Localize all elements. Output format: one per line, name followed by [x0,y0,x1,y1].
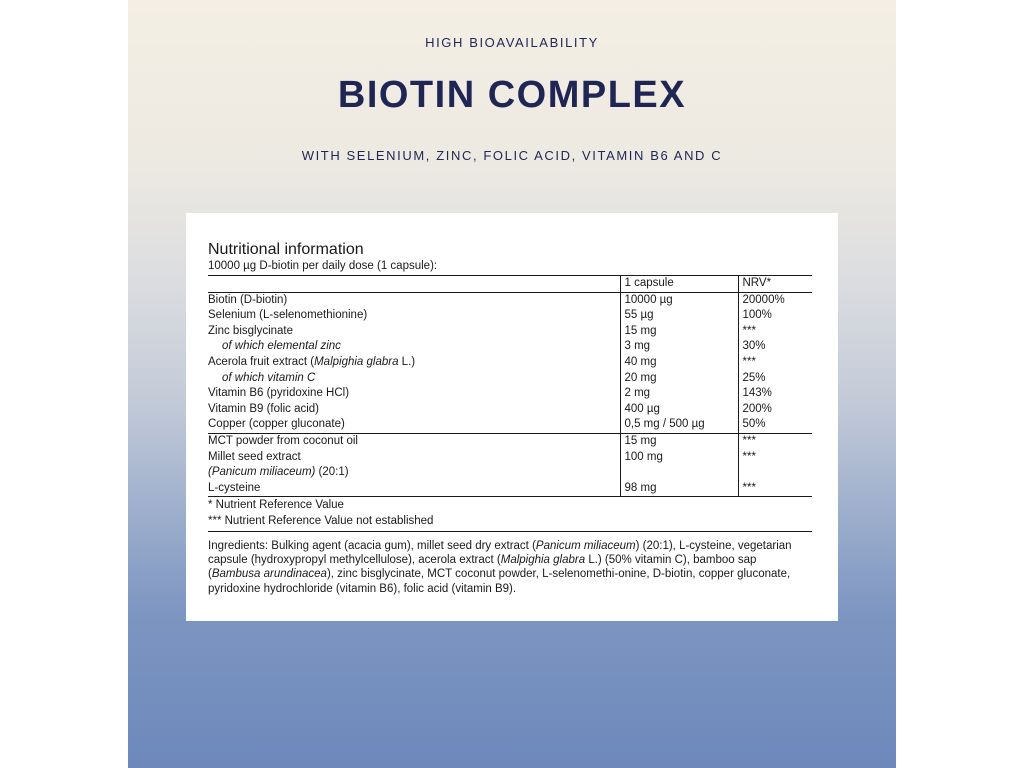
header-capsule: 1 capsule [620,276,738,293]
row-nrv: 30% [738,339,812,355]
ingredients-part: L.) (50% vitamin C), bamboo sap ( [208,553,757,581]
ingredients-part: Ingredients: Bulking agent (acacia gum), millet seed dry extract ( [208,539,536,552]
ingredients-text [208,531,812,597]
footnote-nrv-not-established: *** Nutrient Reference Value not established [208,514,434,527]
row-name: Vitamin B6 (pyridoxine HCl) [208,387,350,400]
row-nrv: *** [738,450,812,466]
table-row [208,402,812,418]
row-name-part: (20:1) [315,466,349,479]
row-amount: 400 µg [620,402,738,418]
row-nrv: 100% [738,308,812,324]
ingredients-latin: Malpighia glabra [500,553,586,566]
row-amount: 20 mg [620,371,738,387]
row-name: Selenium (L-selenomethionine) [208,309,368,322]
row-name: L-cysteine [208,481,261,494]
dose-note: 10000 µg D-biotin per daily dose (1 capsule): [208,260,438,272]
nutrition-table [208,275,812,496]
table-row [208,308,812,324]
row-amount: 2 mg [620,386,738,402]
row-amount: 3 mg [620,339,738,355]
row-nrv: 50% [738,417,812,433]
row-name: of which elemental zinc [222,340,341,353]
table-row [208,481,812,497]
row-nrv: *** [738,433,812,449]
row-name: of which vitamin C [222,371,316,384]
row-nrv: *** [738,324,812,340]
table-row [208,433,812,449]
row-name-part: Acerola fruit extract ( [208,355,315,368]
table-row [208,355,812,371]
row-nrv: 200% [738,402,812,418]
ingredients-latin: Panicum miliaceum [535,539,636,552]
header-nrv: NRV* [738,276,812,293]
footnotes [208,496,812,529]
row-amount [620,465,738,481]
table-row [208,386,812,402]
row-name: Copper (copper gluconate) [208,418,345,431]
table-row [208,465,812,481]
table-row [208,339,812,355]
footnote-nrv: * Nutrient Reference Value [208,499,344,512]
row-amount: 15 mg [620,324,738,340]
row-name [208,355,620,371]
nutrition-heading: Nutritional information [208,241,364,258]
row-amount: 10000 µg [620,292,738,308]
row-nrv: 25% [738,371,812,387]
nutrition-card-content [208,240,812,596]
row-amount: 98 mg [620,481,738,497]
row-nrv [738,465,812,481]
row-nrv: *** [738,355,812,371]
row-name: Millet seed extract [208,450,301,463]
row-name-latin: (Panicum miliaceum) [208,466,316,479]
row-name: Zinc bisglycinate [208,324,294,337]
table-row [208,450,812,466]
product-subtitle: WITH SELENIUM, ZINC, FOLIC ACID, VITAMIN B6 AND C [301,148,723,163]
table-row [208,371,812,387]
row-name: Biotin (D-biotin) [208,293,288,306]
row-nrv: 20000% [738,292,812,308]
table-row [208,417,812,433]
row-name: Vitamin B9 (folic acid) [208,402,319,415]
product-title: BIOTIN COMPLEX [337,74,687,116]
ingredients-latin: Bambusa arundinacea [211,568,327,581]
row-name [208,465,620,481]
row-amount: 40 mg [620,355,738,371]
row-amount: 15 mg [620,433,738,449]
row-name: MCT powder from coconut oil [208,433,620,449]
eyebrow-tagline: HIGH BIOAVAILABILITY [425,35,599,50]
row-amount: 55 µg [620,308,738,324]
ingredients-part: ) (20:1), L-cysteine, vegetarian capsule (hydroxypropyl methylcellulose), acerola extract ( [208,539,792,566]
row-amount: 0,5 mg / 500 µg [620,417,738,433]
row-nrv: 143% [738,386,812,402]
ingredients-part: ), zinc bisglycinate, MCT coconut powder, L-selenomethi-onine, D-biotin, copper gluconate, pyridoxine hydrochloride (vitamin B6), folic acid (vitamin B9). [208,568,791,595]
header-blank [208,276,620,293]
row-name-part: L.) [398,355,416,368]
row-amount: 100 mg [620,450,738,466]
table-row [208,292,812,308]
table-header-row [208,276,812,293]
row-name-latin: Malpighia glabra [314,355,399,368]
row-nrv: *** [738,481,812,497]
nutrition-card [186,213,838,621]
table-row [208,324,812,340]
